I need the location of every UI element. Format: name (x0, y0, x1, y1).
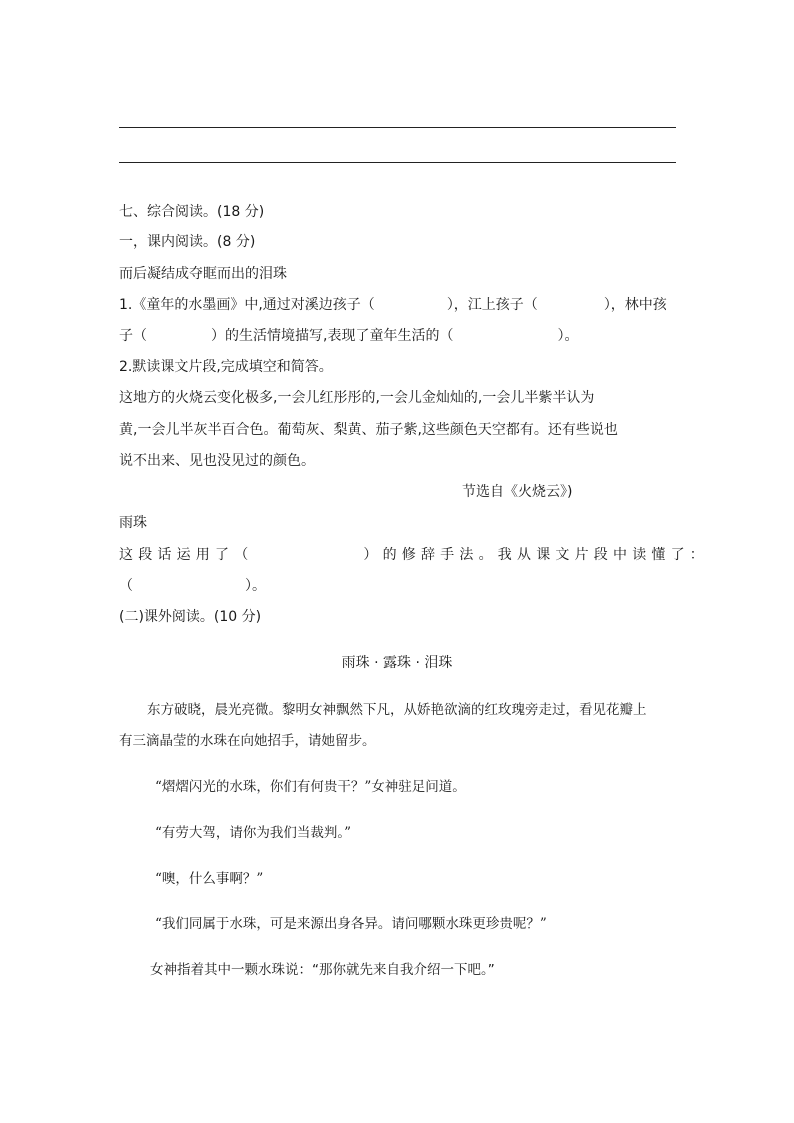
story-dialog-1: “熠熠闪光的水珠，你们有何贵干？”女神驻足问道。 (155, 779, 466, 795)
story-title: 雨珠 · 露珠 · 泪珠 (341, 655, 453, 671)
q2-title: 2.默读课文片段,完成填空和简答。 (119, 359, 333, 375)
q1-line2-a: 子（ (119, 328, 147, 344)
q2-ans1-a: 这段话运用了（ (119, 547, 254, 563)
part2-title: (二)课外阅读。(10 分) (119, 609, 262, 625)
answer-line-1 (119, 127, 676, 128)
q2-ans2-a: （ (119, 578, 133, 594)
q1-line1-b: ），江上孩子（ (446, 297, 538, 313)
stray-text: 雨珠 (119, 515, 147, 531)
garbled-line: 而后凝结成夺眶而出的泪珠 (119, 266, 287, 282)
part1-title: 一，课内阅读。(8 分) (119, 234, 256, 250)
story-para1-line1: 东方破晓，晨光亮微。黎明女神飘然下凡，从娇艳欲滴的红玫瑰旁走过，看见花瓣上 (147, 702, 647, 718)
q2-ans1-b: ）的修辞手法。我从课文片段中读懂了： (363, 547, 710, 563)
q2-passage-line3: 说不出来、见也没见过的颜色。 (119, 453, 315, 469)
q1-line1-c: ），林中孩 (603, 297, 667, 313)
q2-passage-line1: 这地方的火烧云变化极多,一会儿红彤彤的,一会儿金灿灿的,一会儿半紫半认为 (119, 390, 595, 406)
q1-line1 (119, 295, 667, 315)
q1-line2-b: ）的生活情境描写,表现了童年生活的（ (211, 328, 454, 344)
section7-title: 七、综合阅读。(18 分) (119, 204, 265, 220)
q1-line2 (119, 326, 578, 346)
q1-line2-c: ）。 (557, 328, 579, 344)
story-dialog-2: “有劳大驾，请你为我们当裁判。” (155, 825, 352, 841)
story-dialog-5: 女神指着其中一颗水珠说：“那你就先来自我介绍一下吧。” (150, 962, 495, 978)
q2-answer-line1 (119, 545, 710, 565)
q1-line1-a: 1.《童年的水墨画》中,通过对溪边孩子（ (119, 297, 375, 313)
story-dialog-4: “我们同属于水珠，可是来源出身各异。请问哪颗水珠更珍贵呢？” (155, 916, 547, 932)
q2-ans2-b: ）。 (245, 578, 266, 594)
story-dialog-3: “噢，什么事啊？” (155, 871, 264, 887)
q2-source: 节选自《火烧云》) (462, 484, 573, 500)
q2-answer-line2 (119, 576, 266, 596)
story-para1-line2: 有三滴晶莹的水珠在向她招手，请她留步。 (119, 733, 376, 749)
answer-line-2 (119, 162, 676, 163)
q2-passage-line2: 黄,一会儿半灰半百合色。葡萄灰、梨黄、茄子紫,这些颜色天空都有。还有些说也 (119, 422, 618, 438)
